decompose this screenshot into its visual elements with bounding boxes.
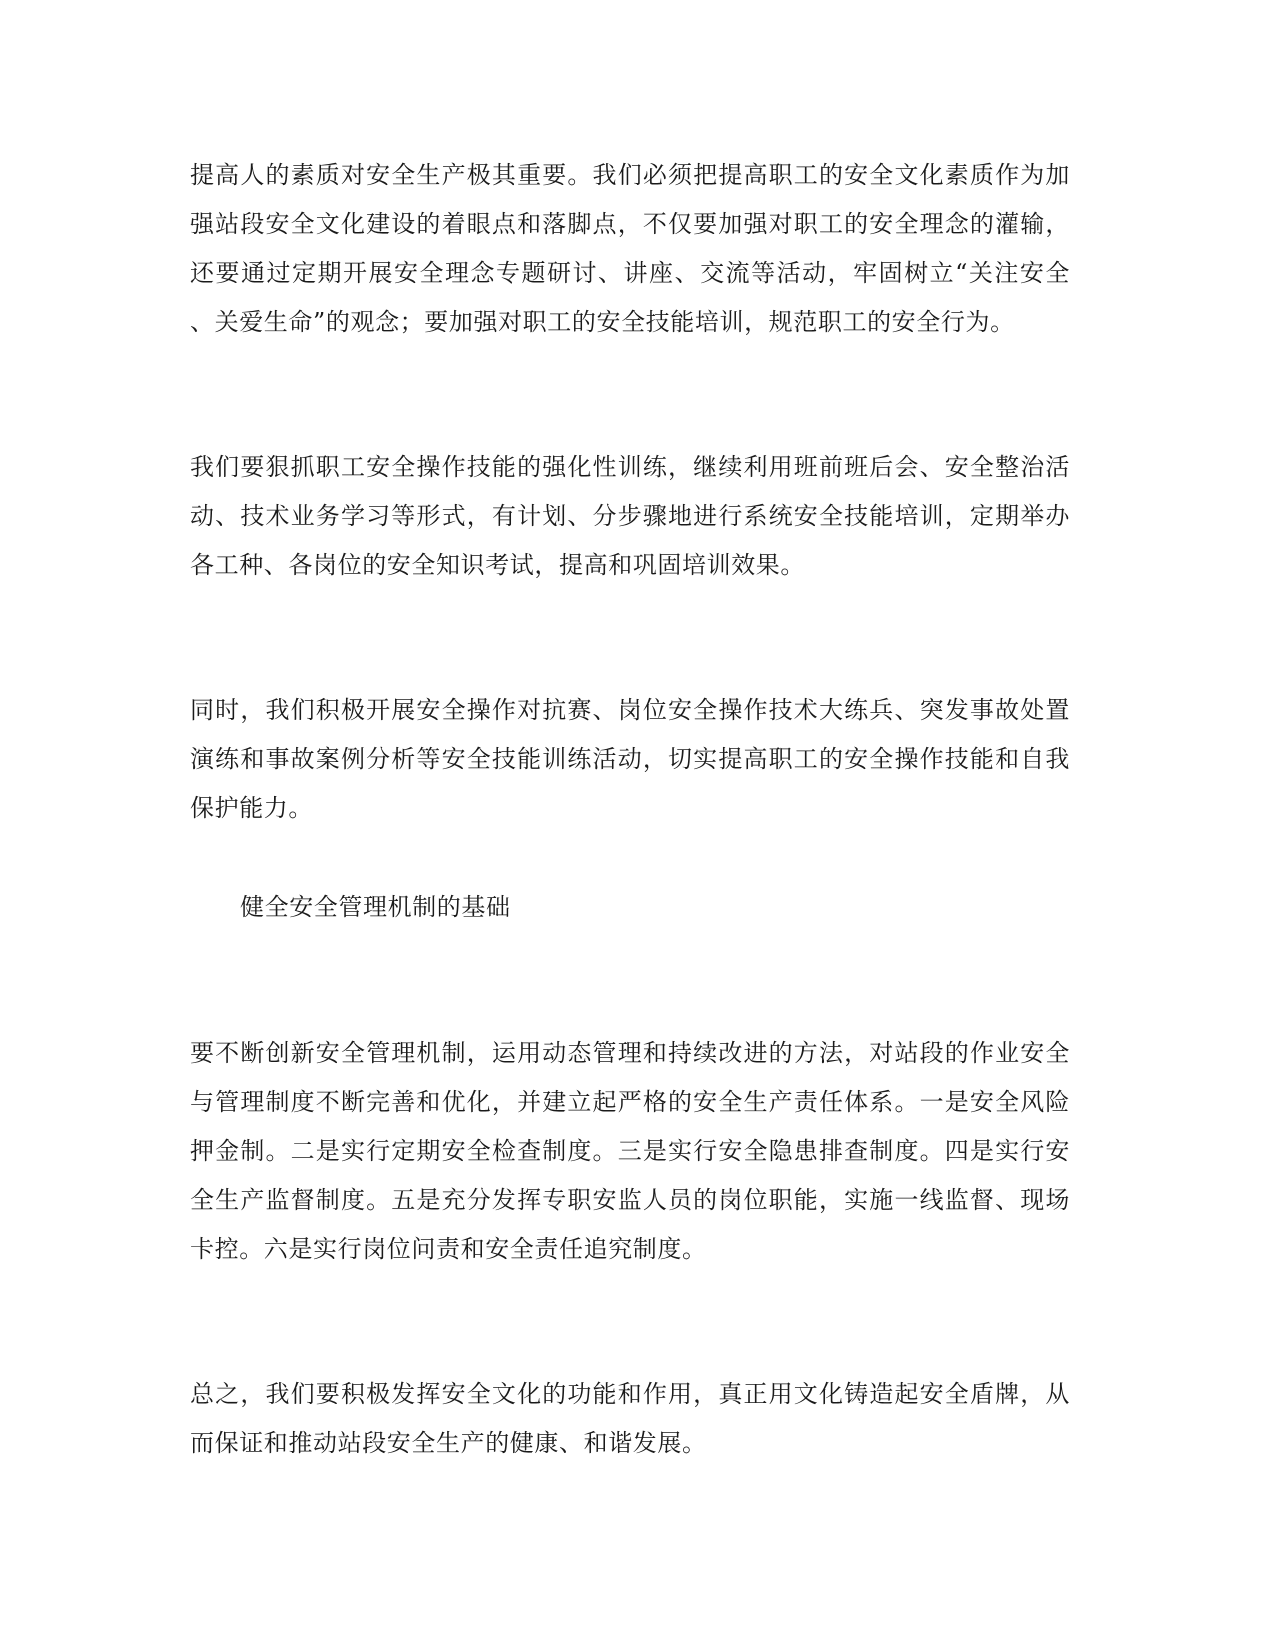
paragraph-line: 押金制。二是实行定期安全检查制度。三是实行安全隐患排查制度。四是实行安 xyxy=(190,1137,1070,1165)
paragraph-line: 提高人的素质对安全生产极其重要。我们必须把提高职工的安全文化素质作为加 xyxy=(190,161,1070,189)
paragraph-line: 卡控。六是实行岗位问责和安全责任追究制度。 xyxy=(190,1235,707,1263)
paragraph-line: 要不断创新安全管理机制，运用动态管理和持续改进的方法，对站段的作业安全 xyxy=(190,1039,1070,1067)
paragraph-line: 还要通过定期开展安全理念专题研讨、讲座、交流等活动，牢固树立“关注安全 xyxy=(190,259,1070,287)
paragraph-line: 保护能力。 xyxy=(190,794,313,822)
paragraph-skill-training xyxy=(190,443,1070,590)
paragraph-line: 总之，我们要积极发挥安全文化的功能和作用，真正用文化铸造起安全盾牌，从 xyxy=(190,1380,1070,1408)
paragraph-line: 演练和事故案例分析等安全技能训练活动，切实提高职工的安全操作技能和自我 xyxy=(190,745,1070,773)
paragraph-line: 强站段安全文化建设的着眼点和落脚点，不仅要加强对职工的安全理念的灌输， xyxy=(190,210,1070,238)
paragraph-line: 各工种、各岗位的安全知识考试，提高和巩固培训效果。 xyxy=(190,551,805,579)
paragraph-line: 动、技术业务学习等形式，有计划、分步骤地进行系统安全技能培训，定期举办 xyxy=(190,502,1070,530)
paragraph-line: 、关爱生命”的观念；要加强对职工的安全技能培训，规范职工的安全行为。 xyxy=(190,308,1015,336)
paragraph-management-mechanism xyxy=(190,1029,1070,1274)
paragraph-line: 与管理制度不断完善和优化，并建立起严格的安全生产责任体系。一是安全风险 xyxy=(190,1088,1070,1116)
paragraph-conclusion xyxy=(190,1370,1070,1468)
paragraph-competitions xyxy=(190,686,1070,833)
paragraph-line: 而保证和推动站段安全生产的健康、和谐发展。 xyxy=(190,1429,707,1457)
paragraph-staff-quality xyxy=(190,151,1070,347)
paragraph-line: 同时，我们积极开展安全操作对抗赛、岗位安全操作技术大练兵、突发事故处置 xyxy=(190,696,1070,724)
section-heading: 健全安全管理机制的基础 xyxy=(240,893,511,921)
paragraph-line: 全生产监督制度。五是充分发挥专职安监人员的岗位职能，实施一线监督、现场 xyxy=(190,1186,1070,1214)
paragraph-line: 我们要狠抓职工安全操作技能的强化性训练，继续利用班前班后会、安全整治活 xyxy=(190,453,1070,481)
